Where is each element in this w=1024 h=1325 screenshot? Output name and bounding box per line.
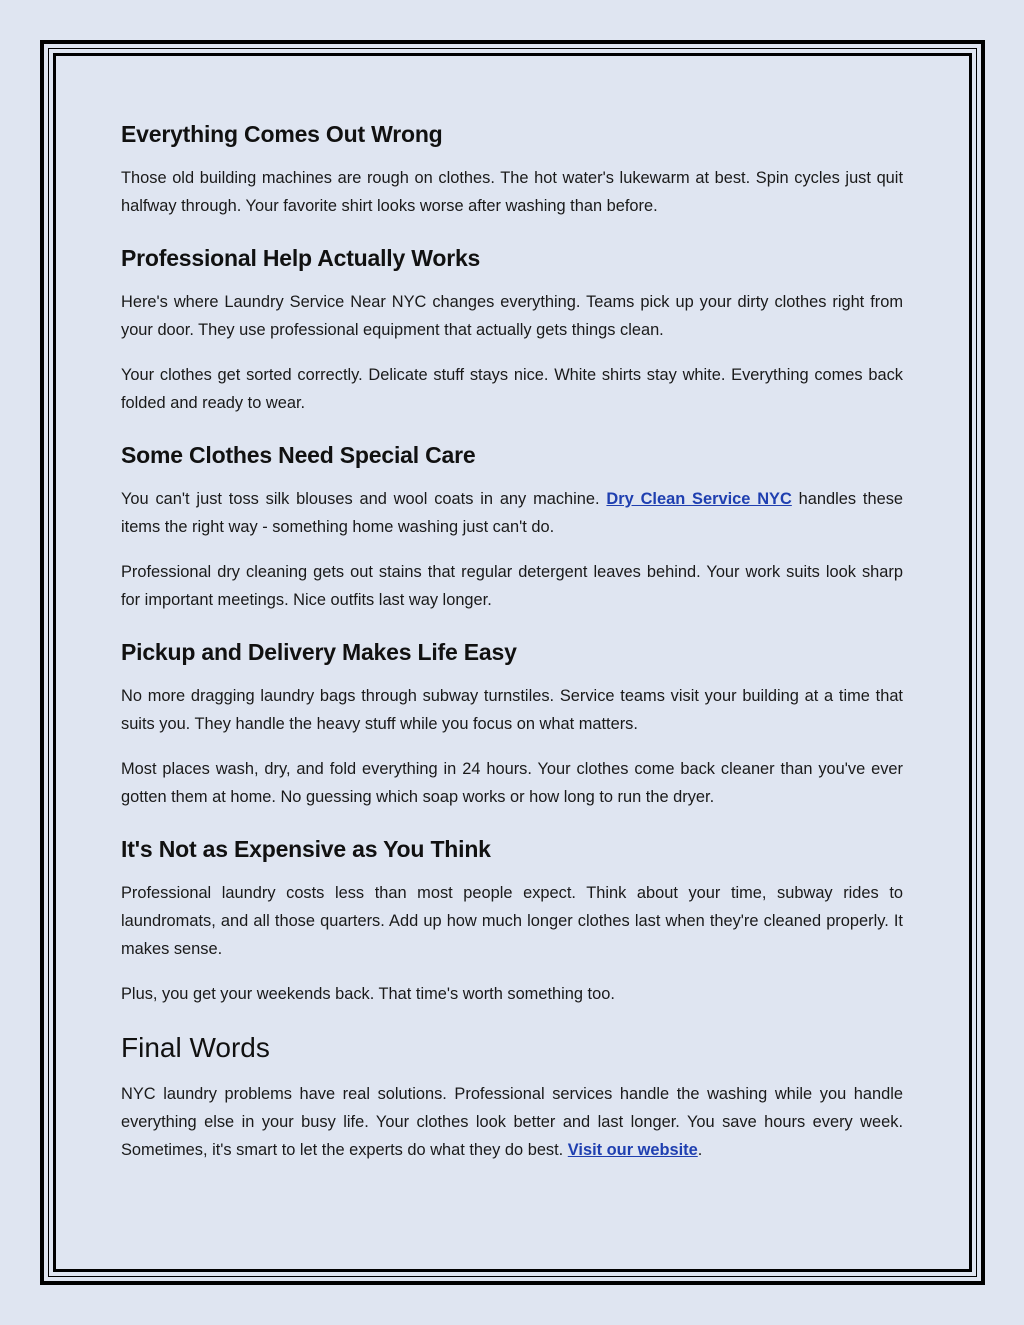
section-heading-not-expensive: It's Not as Expensive as You Think	[121, 836, 491, 862]
final-paragraph	[121, 1080, 903, 1164]
section-heading-pickup-delivery: Pickup and Delivery Makes Life Easy	[121, 639, 517, 665]
paragraph-text: .	[697, 1141, 703, 1159]
section-paragraph: Those old building machines are rough on clothes. The hot water's lukewarm at best. Spin cycles just quit halfway through. Your favorite shirt looks worse after washing than before.	[121, 169, 903, 215]
section-paragraph: Plus, you get your weekends back. That time's worth something too.	[121, 985, 615, 1003]
section-heading-everything-comes-out-wrong: Everything Comes Out Wrong	[121, 121, 443, 147]
section-paragraph: No more dragging laundry bags through subway turnstiles. Service teams visit your building at a time that suits you. They handle the heavy stuff while you focus on what matters.	[121, 687, 903, 733]
visit-website-link[interactable]: Visit our website	[567, 1141, 698, 1159]
section-heading-professional-help: Professional Help Actually Works	[121, 245, 481, 271]
section-paragraph: Professional laundry costs less than most people expect. Think about your time, subway rides to laundromats, and all those quarters. Add up how much longer clothes last when they're cleaned properly. It makes sense.	[121, 884, 903, 958]
section-heading-special-care: Some Clothes Need Special Care	[121, 442, 476, 468]
section-paragraph	[121, 485, 903, 541]
section-paragraph: Most places wash, dry, and fold everything in 24 hours. Your clothes come back cleaner than you've ever gotten them at home. No guessing which soap works or how long to run the dryer.	[121, 760, 903, 806]
paragraph-text: handles these items the right way - something home washing just can't do.	[121, 490, 904, 536]
section-paragraph: Here's where Laundry Service Near NYC changes everything. Teams pick up your dirty clothes right from your door. They use professional equipment that actually gets things clean.	[121, 293, 903, 339]
dry-clean-service-link[interactable]: Dry Clean Service NYC	[606, 490, 792, 508]
paragraph-text: You can't just toss silk blouses and wool coats in any machine.	[121, 490, 607, 508]
final-words-heading: Final Words	[121, 1032, 270, 1063]
document-body	[121, 118, 903, 1181]
section-paragraph: Professional dry cleaning gets out stains that regular detergent leaves behind. Your work suits look sharp for important meetings. Nice outfits last way longer.	[121, 563, 903, 609]
paragraph-text: NYC laundry problems have real solutions. Professional services handle the washing while you handle everything else in your busy life. Your clothes look better and last longer. You save hours every week. Sometimes, it's smart to let the experts do what they do best.	[121, 1085, 903, 1159]
section-paragraph: Your clothes get sorted correctly. Delicate stuff stays nice. White shirts stay white. Everything comes back folded and ready to wear.	[121, 366, 903, 412]
